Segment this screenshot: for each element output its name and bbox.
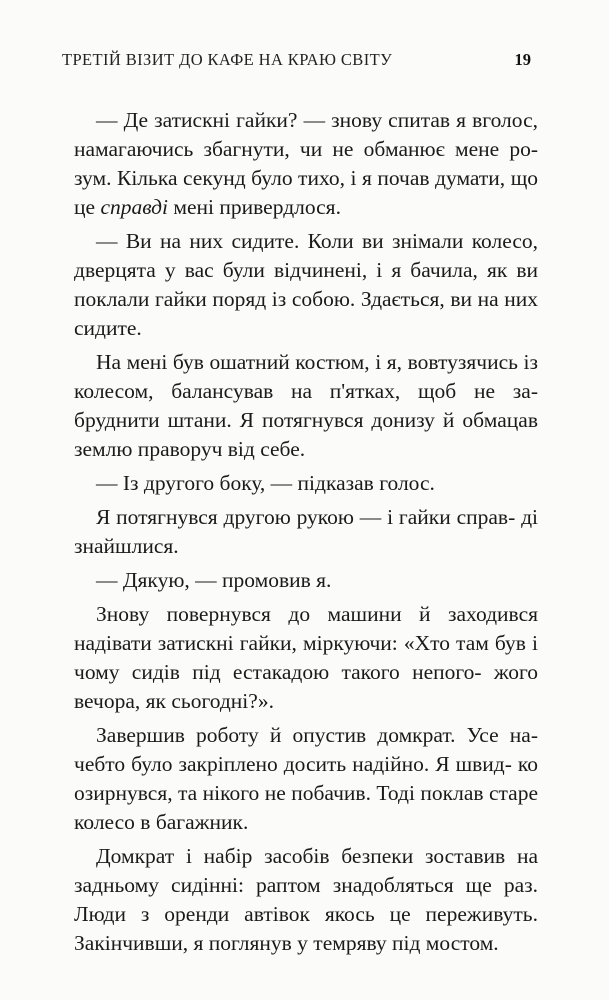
paragraph-2-line-4: них сидите. [74, 287, 539, 340]
running-title: ТРЕТІЙ ВІЗИТ ДО КАФЕ НА КРАЮ СВІТУ [62, 50, 393, 69]
paragraph-4-line-1: — Із другого боку, — підказав голос. [96, 471, 435, 495]
paragraph-1-line-3: зум. Кілька секунд було тихо, і я почав думати, [74, 166, 506, 190]
paragraph-1-line-1: — Де затискні гайки? — знову спитав я вголос, [96, 108, 538, 132]
page-number: 19 [514, 50, 531, 69]
paragraph-5-line-2: ді знайшлися. [74, 505, 538, 558]
text-body [74, 106, 538, 958]
paragraph-7-line-1: Знову повернувся до машини й заходився [96, 602, 538, 626]
paragraph-8-line-3: ко озирнувся, та нікого не побачив. Тоді поклав [74, 752, 538, 805]
paragraph-9-line-1: Домкрат і набір засобів безпеки зоставив на [96, 844, 538, 868]
paragraph-2-line-3: поклали гайки поряд із собою. Здається, ви на [74, 287, 499, 311]
paragraph-3 [74, 348, 538, 464]
paragraph-6 [74, 566, 538, 595]
paragraph-3-line-2: із колесом, балансував на п'ятках, щоб не за- [74, 350, 538, 403]
paragraph-3-line-4: землю праворуч від себе. [74, 437, 306, 461]
paragraph-3-line-1: На мені був ошатний костюм, і я, вовтузячись [96, 350, 518, 374]
paragraph-8-line-1: Завершив роботу й опустив домкрат. Усе на- [96, 723, 538, 747]
paragraph-9-line-3: Люди з оренди автівок якось це переживуть. [74, 902, 538, 926]
paragraph-8-line-4: старе колесо в багажник. [74, 781, 539, 834]
emphasis-word: справді [100, 195, 169, 219]
paragraph-9-line-4: Закінчивши, я поглянув у темряву під мостом. [74, 931, 499, 955]
paragraph-2-line-2: дверцята у вас були відчинені, і я бачила, як ви [74, 258, 538, 282]
paragraph-9 [74, 842, 538, 958]
paragraph-1 [74, 106, 538, 222]
paragraph-9-line-2: задньому сидінні: раптом знадобляться ще раз. [74, 873, 538, 897]
paragraph-7-line-2: надівати затискні гайки, міркуючи: «Хто там [74, 631, 489, 655]
paragraph-1-line-4-start: що це [74, 166, 538, 219]
page-header [62, 50, 531, 74]
paragraph-7-line-3: був і чому сидів під естакадою такого непого- [74, 631, 538, 684]
paragraph-7 [74, 600, 538, 716]
paragraph-7-line-4: жого вечора, як сьогодні?». [74, 660, 538, 713]
paragraph-8-line-2: чебто було закріплено досить надійно. Я швид- [74, 752, 512, 776]
paragraph-6-line-1: — Дякую, — промовив я. [96, 568, 332, 592]
paragraph-8 [74, 721, 538, 837]
paragraph-2-line-1: — Ви на них сидите. Коли ви знімали колесо, [96, 229, 538, 253]
paragraph-5-line-1: Я потягнувся другою рукою — і гайки справ- [96, 505, 516, 529]
paragraph-1-line-2: намагаючись збагнути, чи не обманює мене ро- [74, 137, 538, 161]
paragraph-5 [74, 503, 538, 561]
paragraph-4 [74, 469, 538, 498]
paragraph-3-line-3: бруднити штани. Я потягнувся донизу й обмацав [74, 408, 538, 432]
paragraph-1-line-4-end: мені привердлося. [168, 195, 341, 219]
paragraph-2 [74, 227, 538, 343]
